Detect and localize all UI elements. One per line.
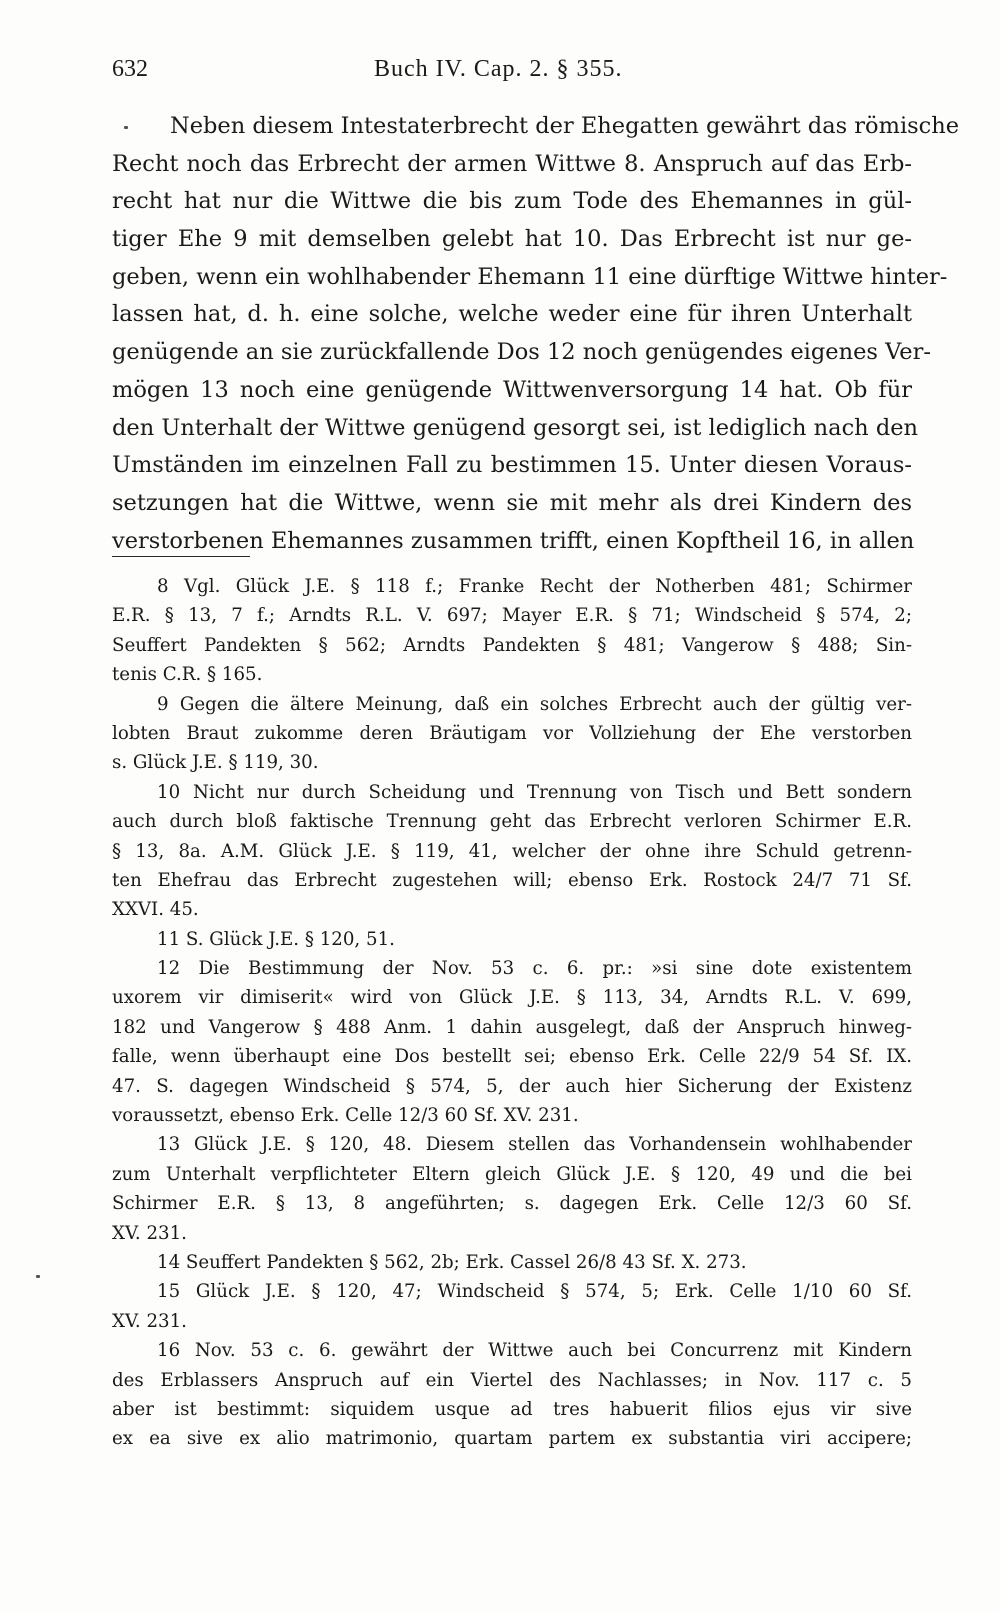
body-line: lassen hat, d. h. eine solche, welche weder eine für ihren Unterhalt — [112, 301, 912, 328]
footnote-8: 8 Vgl. Glück J.E. § 118 f.; Franke Recht der Notherben 481; Schirmer — [157, 576, 912, 597]
footnote-line: ten Ehefrau das Erbrecht zugestehen will; ebenso Erk. Rostock 24/7 71 Sf. — [112, 869, 912, 891]
footnote-line: 182 und Vangerow § 488 Anm. 1 dahin ausgelegt, daß der Anspruch hinweg- — [112, 1016, 912, 1038]
footnote-13: 13 Glück J.E. § 120, 48. Diesem stellen das Vorhandensein wohlhabender — [157, 1134, 912, 1156]
footnote-line: voraussetzt, ebenso Erk. Celle 12/3 60 Sf. XV. 231. — [112, 1105, 579, 1127]
footnote-line: falle, wenn überhaupt eine Dos bestellt sei; ebenso Erk. Celle 22/9 54 Sf. IX. — [112, 1046, 912, 1068]
footnote-9: 9 Gegen die ältere Meinung, daß ein solches Erbrecht auch der gültig ver- — [157, 693, 912, 715]
footnote-line: 47. S. dagegen Windscheid § 574, 5, der auch hier Sicherung der Existenz — [112, 1075, 912, 1097]
footnote-line: Schirmer E.R. § 13, 8 angeführten; s. dagegen Erk. Celle 12/3 60 Sf. — [112, 1193, 912, 1215]
footnote-10: 10 Nicht nur durch Scheidung und Trennung von Tisch und Bett sondern — [157, 781, 912, 803]
footnote-line: XV. 231. — [112, 1310, 187, 1332]
margin-mark — [36, 1275, 40, 1278]
footnote-line: aber ist bestimmt: siquidem usque ad tres habuerit filios ejus vir sive — [112, 1398, 912, 1420]
footnote-15: 15 Glück J.E. § 120, 47; Windscheid § 574, 5; Erk. Celle 1/10 60 Sf. — [157, 1281, 912, 1303]
body-line: tiger Ehe 9 mit demselben gelebt hat 10. Das Erbrecht ist nur ge- — [112, 226, 912, 253]
footnote-line: XV. 231. — [112, 1222, 187, 1244]
footnote-14: 14 Seuffert Pandekten § 562, 2b; Erk. Cassel 26/8 43 Sf. X. 273. — [157, 1251, 747, 1273]
body-line: den Unterhalt der Wittwe genügend gesorgt sei, ist lediglich nach den — [112, 414, 919, 441]
footnote-line: zum Unterhalt verpflichteter Eltern gleich Glück J.E. § 120, 49 und die bei — [112, 1163, 912, 1185]
footnote-16: 16 Nov. 53 c. 6. gewährt der Wittwe auch bei Concurrenz mit Kindern — [157, 1340, 912, 1362]
page-header — [112, 56, 912, 90]
footnote-line: § 13, 8a. A.M. Glück J.E. § 119, 41, welcher der ohne ihre Schuld getrenn- — [112, 840, 912, 862]
body-line: Recht noch das Erbrecht der armen Wittwe 8. Anspruch auf das Erb- — [112, 150, 912, 177]
body-line: mögen 13 noch eine genügende Wittwenversorgung 14 hat. Ob für — [112, 376, 912, 403]
footnote-separator — [112, 556, 250, 557]
footnote-line: tenis C.R. § 165. — [112, 664, 263, 686]
body-line: verstorbenen Ehemannes zusammen trifft, einen Kopftheil 16, in allen — [112, 527, 915, 554]
body-line: genügende an sie zurückfallende Dos 12 noch genügendes eigenes Ver- — [112, 339, 931, 366]
footnote-line: auch durch bloß faktische Trennung geht das Erbrecht verloren Schirmer E.R. — [112, 811, 912, 833]
main-text-block — [112, 108, 960, 560]
body-line: Umständen im einzelnen Fall zu bestimmen 15. Unter diesen Voraus- — [112, 452, 912, 479]
body-line: setzungen hat die Wittwe, wenn sie mit mehr als drei Kindern des — [112, 489, 912, 516]
body-line: Neben diesem Intestaterbrecht der Ehegatten gewährt das römische — [170, 113, 960, 139]
footnote-line: Seuffert Pandekten § 562; Arndts Pandekten § 481; Vangerow § 488; Sin- — [112, 634, 912, 656]
footnote-line: E.R. § 13, 7 f.; Arndts R.L. V. 697; Mayer E.R. § 71; Windscheid § 574, 2; — [112, 605, 912, 627]
footnote-line: lobten Braut zukomme deren Bräutigam vor Vollziehung der Ehe verstorben — [112, 722, 912, 744]
body-line: recht hat nur die Wittwe die bis zum Tode des Ehemannes in gül- — [112, 188, 912, 215]
footnote-line: XXVI. 45. — [112, 899, 199, 921]
page-number: 632 — [112, 56, 148, 82]
body-line: geben, wenn ein wohlhabender Ehemann 11 eine dürftige Wittwe hinter- — [112, 263, 948, 290]
footnote-line: des Erblassers Anspruch auf ein Viertel des Nachlasses; in Nov. 117 c. 5 — [112, 1369, 912, 1391]
footnote-12: 12 Die Bestimmung der Nov. 53 c. 6. pr.: »si sine dote existentem — [157, 958, 912, 980]
footnote-11: 11 S. Glück J.E. § 120, 51. — [157, 928, 395, 950]
footnote-line: s. Glück J.E. § 119, 30. — [112, 752, 319, 774]
footnote-line: uxorem vir dimiserit« wird von Glück J.E. § 113, 34, Arndts R.L. V. 699, — [112, 987, 912, 1009]
footnote-line: ex ea sive ex alio matrimonio, quartam partem ex substantia viri accipere; — [112, 1428, 912, 1450]
running-head: Buch IV. Cap. 2. § 355. — [374, 56, 623, 82]
footnotes-block — [112, 572, 912, 1454]
